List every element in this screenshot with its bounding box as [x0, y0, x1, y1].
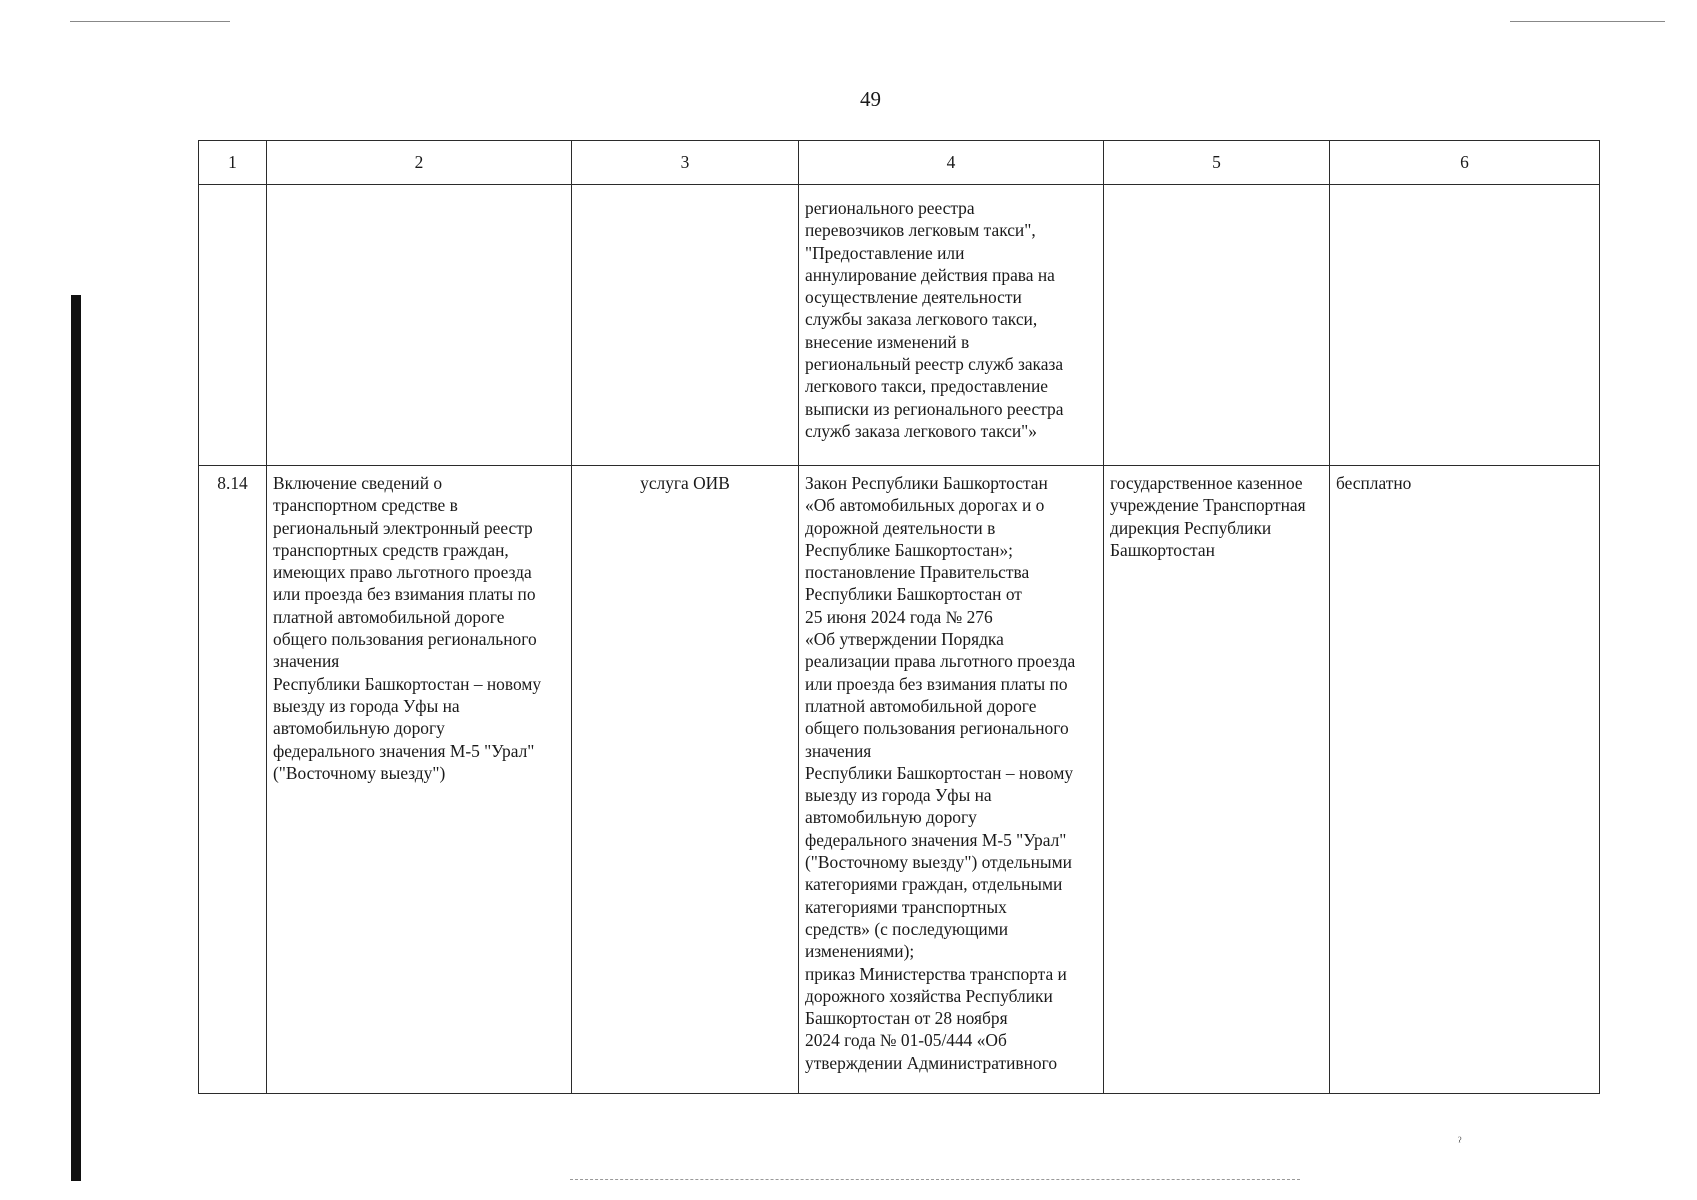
- table-header-row: [199, 141, 1600, 185]
- column-header-6: 6: [1330, 141, 1600, 185]
- scan-top-line-left: [70, 21, 230, 22]
- cell-empty: [199, 185, 267, 466]
- page-number: 49: [860, 87, 881, 111]
- service-name-cell: Включение сведений о транспортном средстве в региональный электронный реестр транспортных средств граждан, имеющих право льготного проезда или проезда без взимания платы по платной автомобильной дороге общего пользования регионального значения Республики Башкортостан – новому выезду из города Уфы на автомобильную дорогу федерального значения М-5 "Урал" ("Восточному выезду"): [267, 466, 572, 1094]
- fee-cell: бесплатно: [1330, 466, 1600, 1094]
- row-number-cell: 8.14: [199, 466, 267, 1094]
- provider-cell: государственное казенное учреждение Транспортная дирекция Республики Башкортостан: [1104, 466, 1330, 1094]
- services-table: [198, 140, 1600, 1094]
- cell-empty: [1330, 185, 1600, 466]
- cell-empty: [1104, 185, 1330, 466]
- continuation-legal-basis-cell: регионального реестра перевозчиков легковым такси", "Предоставление или аннулирование действия права на осуществление деятельности службы заказа легкового такси, внесение изменений в региональный реестр служб заказа легкового такси, предоставление выписки из регионального реестра служб заказа легкового такси"»: [799, 185, 1104, 466]
- cell-empty: [267, 185, 572, 466]
- column-header-4: 4: [799, 141, 1104, 185]
- scan-speck: ˀ: [1458, 1135, 1462, 1150]
- table-row-continuation: [199, 185, 1600, 466]
- scan-edge-bar: [71, 295, 81, 1181]
- scan-top-line-right: [1510, 21, 1665, 22]
- column-header-3: 3: [572, 141, 799, 185]
- scan-bottom-dash: [570, 1179, 1300, 1180]
- column-header-2: 2: [267, 141, 572, 185]
- service-type-cell: услуга ОИВ: [572, 466, 799, 1094]
- column-header-5: 5: [1104, 141, 1330, 185]
- column-header-1: 1: [199, 141, 267, 185]
- cell-empty: [572, 185, 799, 466]
- legal-basis-cell: Закон Республики Башкортостан «Об автомобильных дорогах и о дорожной деятельности в Республике Башкортостан»; постановление Правительства Республики Башкортостан от 25 июня 2024 года № 276 «Об утверждении Порядка реализации права льготного проезда или проезда без взимания платы по платной автомобильной дороге общего пользования регионального значения Республики Башкортостан – новому выезду из города Уфы на автомобильную дорогу федерального значения М-5 "Урал" ("Восточному выезду") отдельными категориями граждан, отдельными категориями транспортных средств» (с последующими изменениями); приказ Министерства транспорта и дорожного хозяйства Республики Башкортостан от 28 ноября 2024 года № 01-05/444 «Об утверждении Административного: [799, 466, 1104, 1094]
- table-row-8-14: [199, 466, 1600, 1094]
